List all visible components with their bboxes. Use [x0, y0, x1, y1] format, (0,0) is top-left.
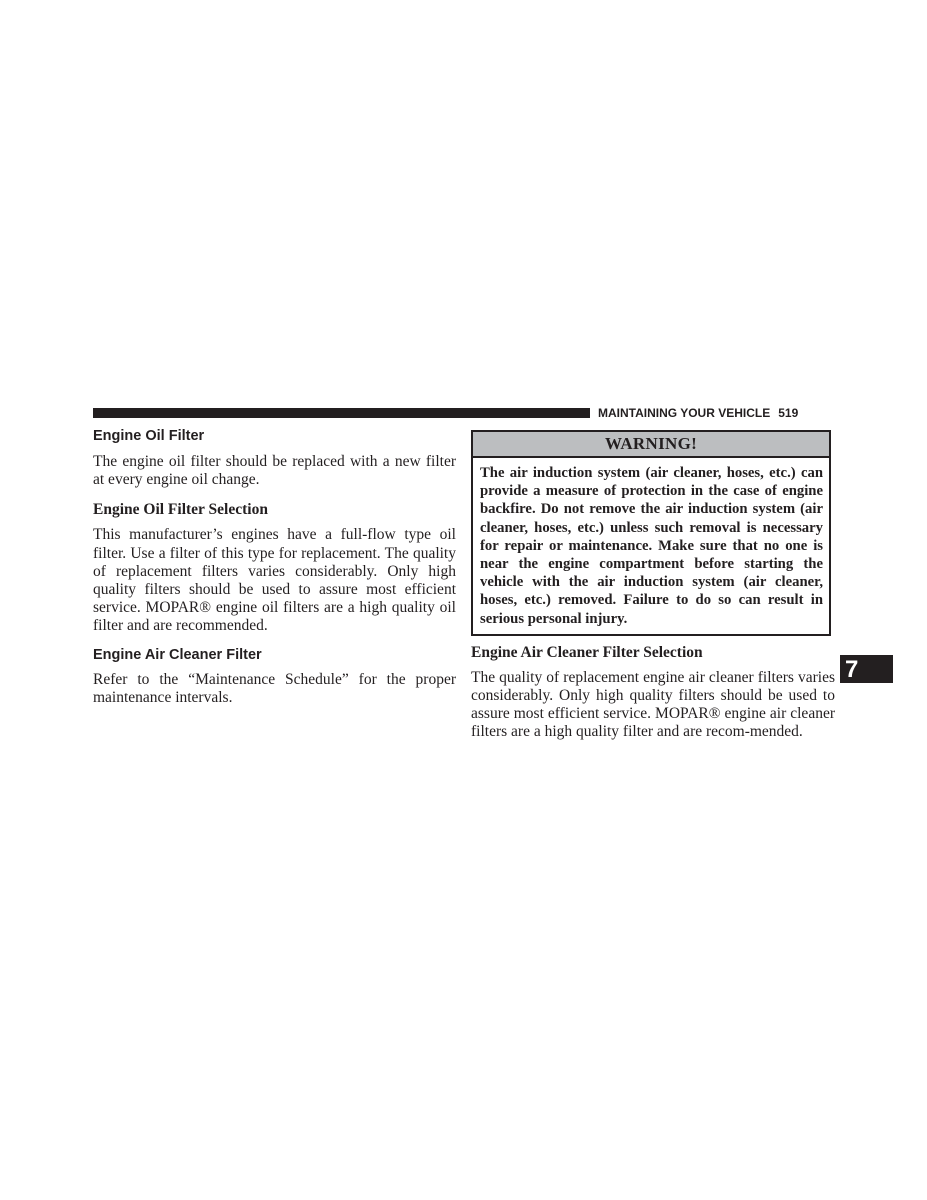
warning-title: WARNING! [473, 432, 829, 458]
air-cleaner-paragraph: Refer to the “Maintenance Schedule” for the proper maintenance intervals. [93, 670, 456, 706]
running-header [598, 405, 836, 421]
chapter-number: 7 [845, 656, 859, 683]
oil-filter-heading: Engine Oil Filter [93, 428, 205, 444]
warning-box [471, 430, 831, 636]
page-number: 519 [778, 406, 799, 420]
oil-filter-selection-paragraph: This manufacturer’s engines have a full-flow type oil filter. Use a filter of this type for replacement. The quality of replacement filters varies considerably. Only high quality filters should be used to assure most efficient service. MOPAR® engine oil filters are a high quality oil filter and are recommended. [93, 526, 456, 635]
right-column [471, 430, 835, 742]
air-cleaner-selection-heading: Engine Air Cleaner Filter Selection [471, 643, 703, 661]
oil-filter-selection-heading: Engine Oil Filter Selection [93, 501, 268, 519]
air-cleaner-selection-paragraph: The quality of replacement engine air cleaner filters varies considerably. Only high quality filters should be used to assure most efficient service. MOPAR® engine air cleaner filters are a high quality filter and are recom-mended. [471, 668, 835, 741]
section-title: MAINTAINING YOUR VEHICLE [598, 406, 771, 420]
left-column [93, 426, 456, 707]
header-rule [93, 408, 590, 418]
air-cleaner-heading: Engine Air Cleaner Filter [93, 646, 262, 663]
warning-text: The air induction system (air cleaner, hoses, etc.) can provide a measure of protection in the case of engine backfire. Do not remove the air induction system (air cleaner, hoses, etc.) unless such removal is necessary for repair or maintenance. Make sure that no one is near the engine compartment before starting the vehicle with the air induction system (air cleaner, hoses, etc.) removed. Failure to do so can result in serious personal injury. [480, 465, 823, 627]
oil-filter-paragraph: The engine oil filter should be replaced with a new filter at every engine oil change. [93, 453, 456, 489]
